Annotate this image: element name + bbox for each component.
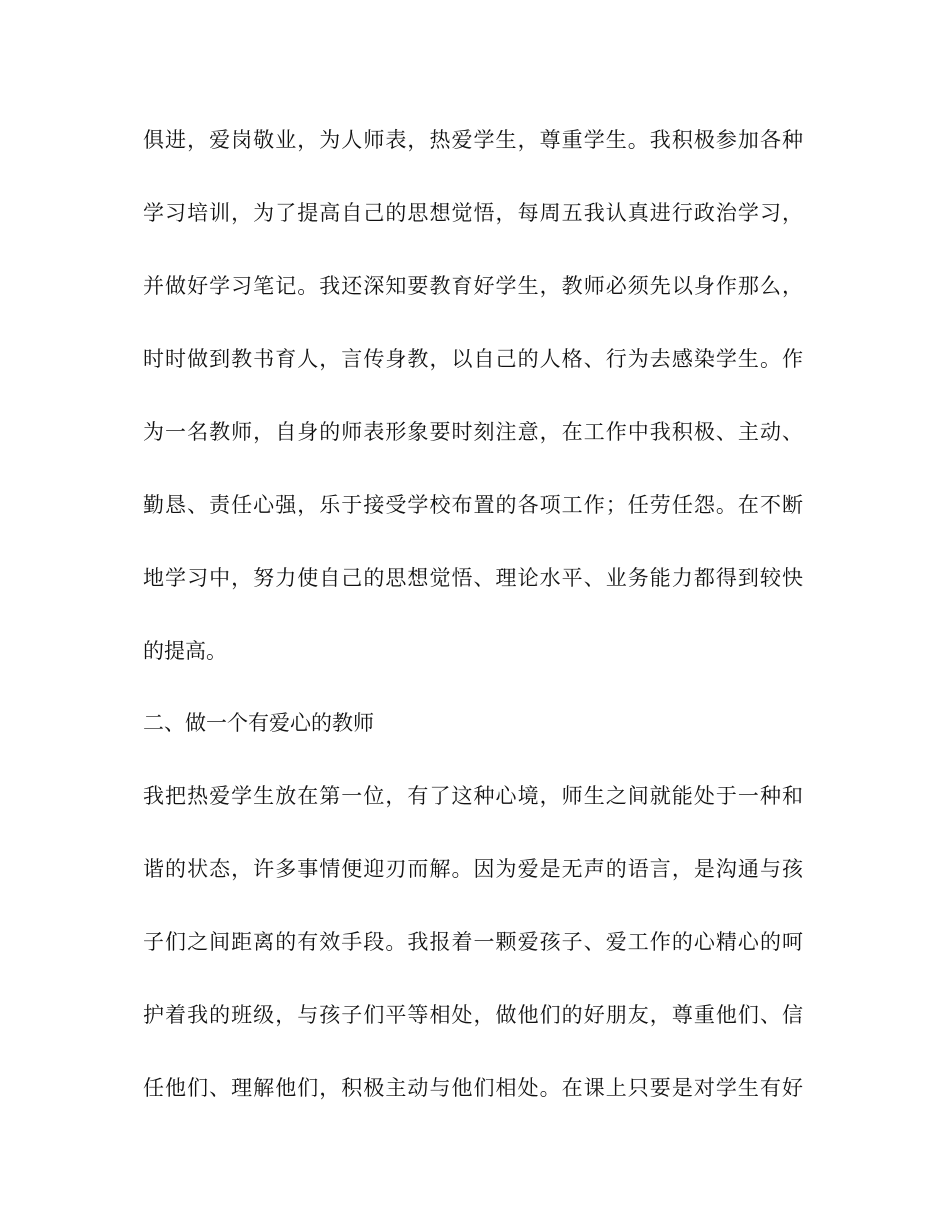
paragraph-line: 任他们、理解他们，积极主动与他们相处。在课上只要是对学生有好 — [143, 1076, 803, 1100]
section-heading: 二、做一个有爱心的教师 — [143, 711, 374, 735]
paragraph-line: 并做好学习笔记。我还深知要教育好学生，教师必须先以身作那么， — [143, 274, 803, 298]
paragraph-line: 勤恳、责任心强，乐于接受学校布置的各项工作；任劳任怨。在不断 — [143, 493, 803, 517]
paragraph-line: 为一名教师，自身的师表形象要时刻注意，在工作中我积极、主动、 — [143, 420, 803, 444]
paragraph-line: 护着我的班级，与孩子们平等相处，做他们的好朋友，尊重他们、信 — [143, 1003, 803, 1027]
paragraph-line: 学习培训，为了提高自己的思想觉悟，每周五我认真进行政治学习， — [143, 201, 803, 225]
paragraph-line: 我把热爱学生放在第一位，有了这种心境，师生之间就能处于一种和 — [143, 784, 803, 808]
paragraph-line: 子们之间距离的有效手段。我报着一颗爱孩子、爱工作的心精心的呵 — [143, 930, 803, 954]
paragraph-line: 谐的状态，许多事情便迎刃而解。因为爱是无声的语言，是沟通与孩 — [143, 857, 803, 881]
paragraph-line: 地学习中，努力使自己的思想觉悟、理论水平、业务能力都得到较快 — [143, 566, 803, 590]
paragraph-line: 时时做到教书育人，言传身教，以自己的人格、行为去感染学生。作 — [143, 347, 803, 371]
paragraph-line: 俱进，爱岗敬业，为人师表，热爱学生，尊重学生。我积极参加各种 — [143, 128, 803, 152]
paragraph-line: 的提高。 — [143, 639, 227, 663]
